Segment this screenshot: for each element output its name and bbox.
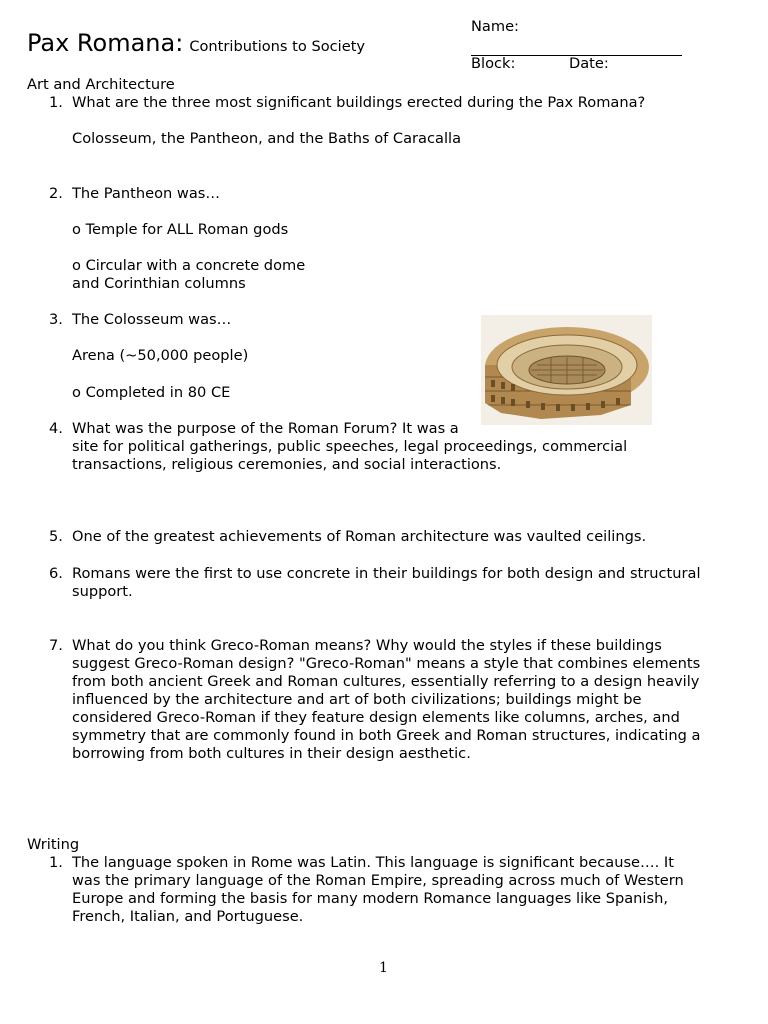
question-number: 6. (49, 565, 63, 582)
question-2-answer-1: o Temple for ALL Roman gods (72, 221, 289, 238)
writing-question-1-line-2: was the primary language of the Roman Empire, spreading across much of Western (72, 872, 684, 889)
question-number: 7. (49, 637, 63, 654)
question-number: 1. (49, 94, 63, 111)
colosseum-icon (481, 315, 652, 425)
question-7-line-2: suggest Greco-Roman design? "Greco-Roman" means a style that combines elements (72, 655, 701, 672)
page-title (27, 29, 365, 57)
question-2-answer-2-line-1: o Circular with a concrete dome (72, 257, 306, 274)
question-7-line-4: influenced by the architecture and art of both civilizations; buildings might be (72, 691, 642, 708)
block-label: Block: (471, 55, 516, 72)
question-7-line-3: from both ancient Greek and Roman cultures, essentially referring to a design heavily (72, 673, 700, 690)
name-label: Name: (471, 18, 519, 35)
question-number: 2. (49, 185, 63, 202)
question-4-line-1: What was the purpose of the Roman Forum? It was a (72, 420, 459, 437)
question-7-line-7: borrowing from both cultures in their design aesthetic. (72, 745, 471, 762)
section-heading-writing: Writing (27, 836, 80, 853)
question-3-answer-1: Arena (~50,000 people) (72, 347, 249, 364)
date-label: Date: (569, 55, 609, 72)
title-main: Pax Romana: (27, 29, 184, 57)
question-7-line-1: What do you think Greco-Roman means? Why would the styles if these buildings (72, 637, 662, 654)
question-1-answer: Colosseum, the Pantheon, and the Baths of Caracalla (72, 130, 462, 147)
question-number: 1. (49, 854, 63, 871)
question-6-line-1: Romans were the first to use concrete in their buildings for both design and structural (72, 565, 701, 582)
writing-question-1-line-1: The language spoken in Rome was Latin. This language is significant because…. It (72, 854, 674, 871)
question-4-line-3: transactions, religious ceremonies, and social interactions. (72, 456, 502, 473)
colosseum-image (481, 315, 652, 425)
question-1-text: What are the three most significant buildings erected during the Pax Romana? (72, 94, 646, 111)
writing-question-1-line-3: Europe and forming the basis for many modern Romance languages like Spanish, (72, 890, 668, 907)
question-3-text: The Colosseum was… (72, 311, 232, 328)
writing-question-1-line-4: French, Italian, and Portuguese. (72, 908, 304, 925)
question-4-line-2: site for political gatherings, public speeches, legal proceedings, commercial (72, 438, 628, 455)
question-5-text: One of the greatest achievements of Roman architecture was vaulted ceilings. (72, 528, 647, 545)
question-number: 5. (49, 528, 63, 545)
question-2-answer-2-line-2: and Corinthian columns (72, 275, 246, 292)
question-7-line-5: considered Greco-Roman if they feature design elements like columns, arches, and (72, 709, 680, 726)
section-heading-art: Art and Architecture (27, 76, 175, 93)
title-subtitle: Contributions to Society (189, 38, 366, 55)
question-number: 3. (49, 311, 63, 328)
question-number: 4. (49, 420, 63, 437)
question-3-answer-2: o Completed in 80 CE (72, 384, 231, 401)
question-7-line-6: symmetry that are commonly found in both Greek and Roman structures, indicating a (72, 727, 701, 744)
question-6-line-2: support. (72, 583, 133, 600)
page-number: 1 (379, 960, 388, 976)
question-2-text: The Pantheon was… (72, 185, 220, 202)
